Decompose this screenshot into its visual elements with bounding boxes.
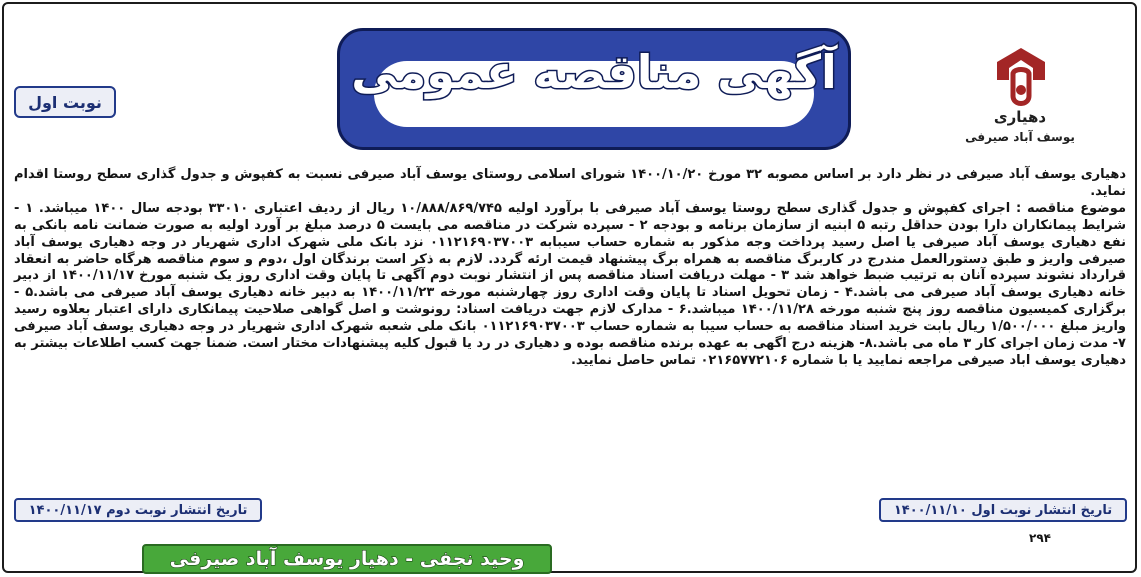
- signature-banner: وحید نجفی - دهیار یوسف آباد صیرفی: [142, 544, 552, 574]
- round-badge: نوبت اول: [14, 86, 116, 118]
- second-publication-date: تاریخ انتشار نوبت دوم ۱۴۰۰/۱۱/۱۷: [14, 498, 262, 522]
- title-banner: [337, 28, 851, 150]
- first-publication-date: تاریخ انتشار نوبت اول ۱۴۰۰/۱۱/۱۰: [879, 498, 1127, 522]
- logo: [965, 46, 1075, 166]
- dehyari-logo-icon: [993, 46, 1049, 110]
- page-title: آگهی مناقصه عمومی: [351, 45, 837, 99]
- logo-subtitle: یوسف آباد صیرفی: [965, 130, 1075, 144]
- body-paragraph-terms: موضوع مناقصه : اجرای کفپوش و جدول گذاری سطح روستا یوسف آباد صیرفی با برآورد اولیه ۱۰/۸۸۸/۸۶۹/۷۴۵ ریال از ردیف اعتباری ۳۳۰۱۰ بودجه سال ۱۴۰۰ میباشد. ۱ - شرایط پیمانکاران دارا بودن حداقل رتبه ۵ ابنیه از سازمان برنامه و بودجه ۲ - سپرده شرکت در مناقصه می بایست ۵ درصد مبلغ بر آورد اولیه به صورت ضمانت نامه بانکی به نفع دهیاری یوسف آباد صیرفی یا اصل رسید پرداخت وجه مذکور به شماره حساب سیبابه ۰۱۱۲۱۶۹۰۳۷۰۰۳ نزد بانک ملی شهرک اداری شهریار در وجه دهیاری یوسف آباد صیرفی واریز و طبق دستورالعمل مندرج در کاربرگ مناقصه به همراه برگ پیشنهاد قیمت ارئه گردد. لازم به ذکر است برندگان اول ،دوم و سوم مناقصه هرگاه حاضر به انعقاد قرارداد نشوند سپرده آنان به ترتیب ضبط خواهد شد ۳ - مهلت دریافت اسناد مناقصه پس از انتشار نوبت دوم آگهی تا پایان وقت اداری روز یک شنبه مورخ ۱۴۰۰/۱۱/۱۷ از دبیر خانه دهیاری یوسف آباد صیرفی می باشد.۴ - زمان تحویل اسناد تا پایان وقت اداری روز چهارشنبه مورخه ۱۴۰۰/۱۱/۲۳ به دبیر خانه دهیاری یوسف آباد صیرفی می باشد.۵ - برگزاری کمیسیون مناقصه روز پنج شنبه مورخه ۱۴۰۰/۱۱/۲۸ میباشد.۶ - مدارک لازم جهت دریافت اسناد: رونوشت و اصل گواهی صلاحیت پیمانکاری دارای اعتبار بعلاوه رسید واریز مبلغ ۱/۵۰۰/۰۰۰ ریال بابت خرید اسناد مناقصه به حساب سیبا به شماره حساب ۰۱۱۲۱۶۹۰۳۷۰۰۳ بانک ملی شعبه شهرک اداری شهریار در وجه دهیاری یوسف آباد صیرفی ۷- مدت زمان اجرای کار ۳ ماه می باشد.۸- هزینه درج اگهی به عهده برنده مناقصه بوده و دهیاری در رد یا قبول کلیه پیشنهادات مختار است. ضمنا جهت کسب اطلاعات بیشتر به دهیاری یوسف اباد صیرفی مراجعه نمایید یا با شماره ۰۲۱۶۵۷۷۲۱۰۶ تماس حاصل نمایید.: [14, 200, 1127, 368]
- body-paragraph-intro: دهیاری یوسف آباد صیرفی در نظر دارد بر اساس مصوبه ۳۲ مورخ ۱۴۰۰/۱۰/۲۰ شورای اسلامی روستای یوسف آباد صیرفی نسبت به کفپوش و جدول گذاری سطح روستا اقدام نماید.: [14, 167, 1127, 199]
- logo-name: دهیاری: [993, 108, 1047, 126]
- notice-code: ۲۹۴: [1029, 531, 1051, 545]
- notice-body: [14, 167, 1126, 502]
